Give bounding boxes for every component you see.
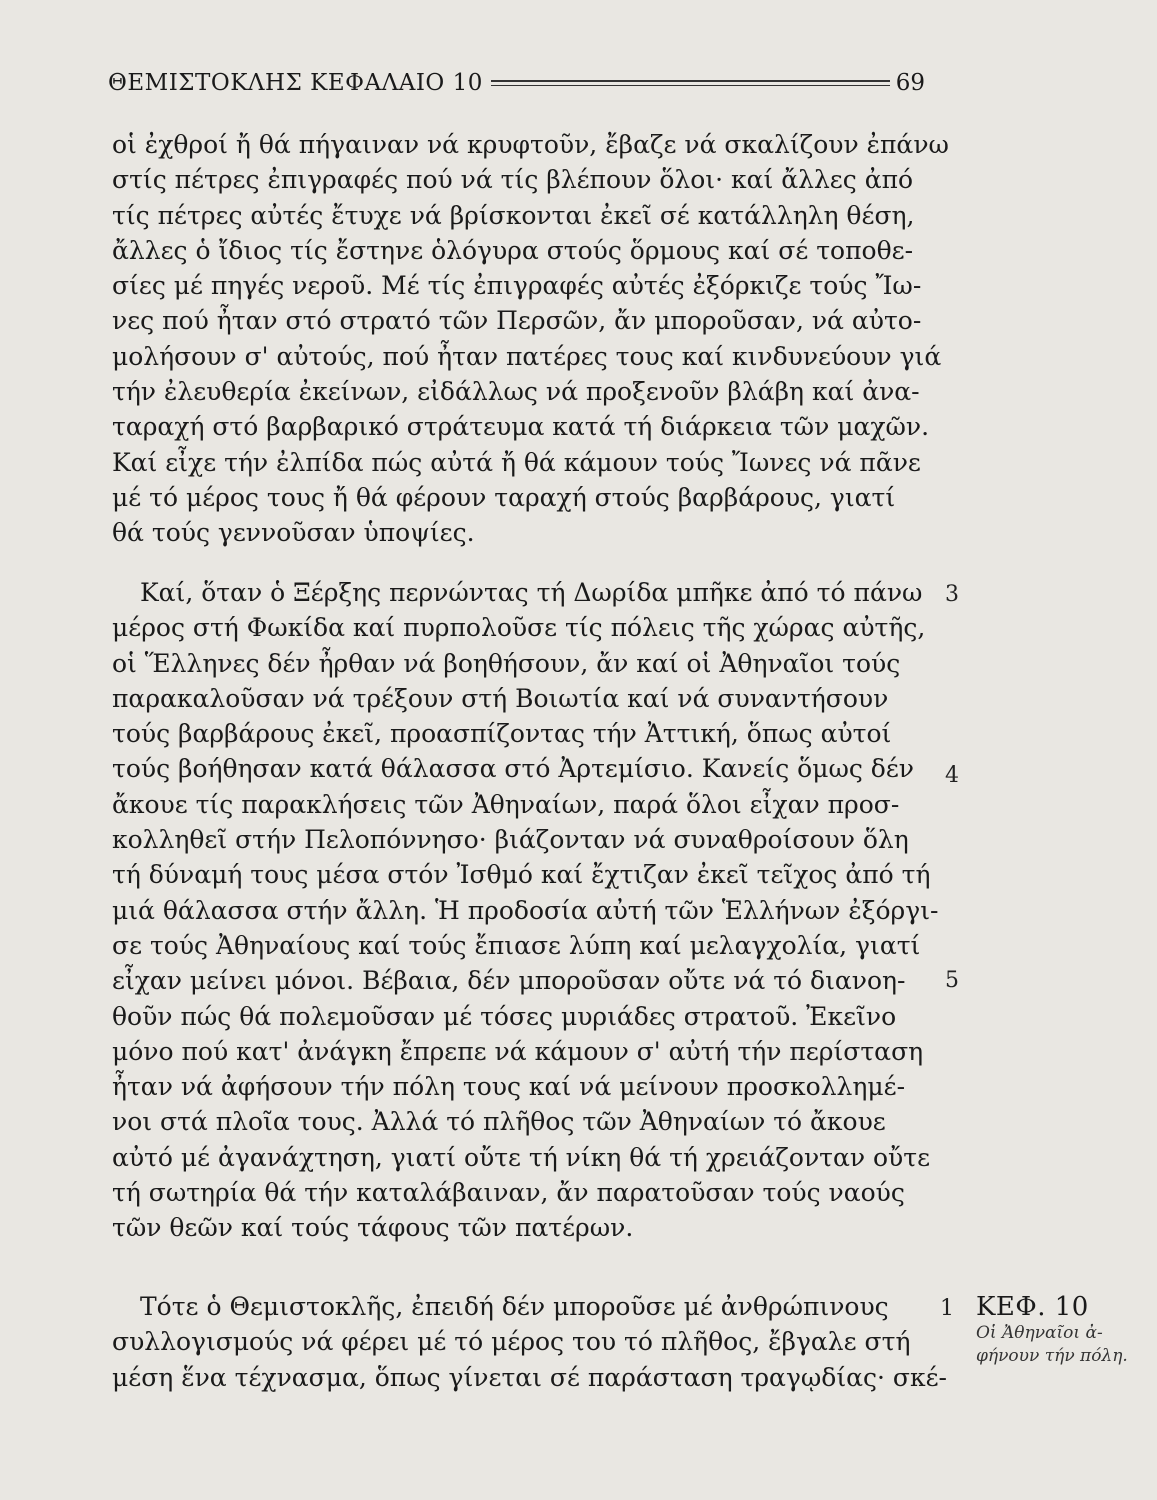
sidenote-line: Οἱ Ἀθηναῖοι ἀ- (976, 1323, 1103, 1343)
text-line: συλλογισμούς νά φέρει μέ τό μέρος του τό πλῆθος, ἔβγαλε στή (112, 1327, 911, 1357)
text-line: θά τούς γεννοῦσαν ὑποψίες. (112, 518, 475, 548)
chapter-sidenote (976, 1292, 1136, 1368)
margin-number: 4 (945, 763, 959, 788)
text-line: Καί, ὅταν ὁ Ξέρξης περνώντας τή Δωρίδα μπῆκε ἀπό τό πάνω (140, 578, 923, 607)
sidenote-line: φήνουν τήν πόλη. (976, 1346, 1128, 1366)
margin-number: 5 (945, 968, 959, 993)
text-line: μιά θάλασσα στήν ἄλλη. Ἡ προδοσία αὐτή τῶν Ἑλλήνων ἐξόργι- (112, 895, 939, 925)
text-line: μολήσουν σ' αὐτούς, πού ἦταν πατέρες τους καί κινδυνεύουν γιά (112, 341, 942, 371)
text-line: ἄκουε τίς παρακλήσεις τῶν Ἀθηναίων, παρά ὅλοι εἶχαν προσ- (112, 789, 900, 819)
text-line: νες πού ἦταν στό στρατό τῶν Περσῶν, ἄν μποροῦσαν, νά αὐτο- (112, 306, 922, 336)
text-line: ταραχή στό βαρβαρικό στράτευμα κατά τή διάρκεια τῶν μαχῶν. (112, 412, 930, 442)
text-line: κολληθεῖ στήν Πελοπόννησο· βιάζονταν νά συναθροίσουν ὅλη (112, 825, 909, 855)
text-line: ἄλλες ὁ ἴδιος τίς ἔστηνε ὁλόγυρα στούς ὅρμους καί σέ τοποθε- (112, 235, 914, 265)
text-line: τή δύναμή τους μέσα στόν Ἰσθμό καί ἔχτιζαν ἐκεῖ τεῖχος ἀπό τή (112, 860, 931, 890)
text-line: τίς πέτρες αὐτές ἔτυχε νά βρίσκονται ἐκεῖ σέ κατάλληλη θέση, (112, 200, 915, 230)
paragraph-3 (112, 1289, 947, 1395)
text-line: Τότε ὁ Θεμιστοκλῆς, ἐπειδή δέν μποροῦσε μέ ἀνθρώπινους (140, 1292, 889, 1321)
paragraph-2 (112, 575, 939, 1246)
page-number: 69 (895, 70, 925, 96)
text-line: νοι στά πλοῖα τους. Ἀλλά τό πλῆθος τῶν Ἀθηναίων τό ἄκουε (112, 1107, 886, 1137)
text-line: ἦταν νά ἀφήσουν τήν πόλη τους καί νά μείνουν προσκολλημέ- (112, 1072, 906, 1102)
text-line: μέ τό μέρος τους ἤ θά φέρουν ταραχή στούς βαρβάρους, γιατί (112, 482, 896, 512)
text-line: μέρος στή Φωκίδα καί πυρπολοῦσε τίς πόλεις τῆς χώρας αὐτῆς, (112, 613, 926, 643)
text-line: οἱ ἐχθροί ἤ θά πήγαιναν νά κρυφτοῦν, ἔβαζε νά σκαλίζουν ἐπάνω (112, 130, 949, 159)
text-line: θοῦν πώς θά πολεμοῦσαν μέ τόσες μυριάδες στρατοῦ. Ἐκεῖνο (112, 1001, 897, 1031)
text-line: τῶν θεῶν καί τούς τάφους τῶν πατέρων. (112, 1213, 634, 1243)
text-line: σε τούς Ἀθηναίους καί τούς ἔπιασε λύπη καί μελαγχολία, γιατί (112, 930, 921, 960)
header-double-rule (491, 80, 890, 86)
text-line: τή σωτηρία θά τήν καταλάβαιναν, ἄν παρατοῦσαν τούς ναούς (112, 1178, 905, 1208)
text-line: μέση ἕνα τέχνασμα, ὅπως γίνεται σέ παράσταση τραγῳδίας· σκέ- (112, 1362, 947, 1392)
text-line: Καί εἶχε τήν ἐλπίδα πώς αὐτά ἤ θά κάμουν τούς Ἴωνες νά πᾶνε (112, 447, 921, 477)
text-line: τήν ἐλευθερία ἐκείνων, εἰδάλλως νά προξενοῦν βλάβη καί ἀνα- (112, 377, 920, 407)
margin-number: 3 (945, 582, 959, 607)
running-header (108, 66, 925, 100)
text-line: παρακαλοῦσαν νά τρέξουν στή Βοιωτία καί νά συναντήσουν (112, 683, 889, 713)
text-line: τούς βοήθησαν κατά θάλασσα στό Ἀρτεμίσιο. Κανείς ὅμως δέν (112, 754, 915, 784)
text-line: οἱ Ἕλληνες δέν ἦρθαν νά βοηθήσουν, ἄν καί οἱ Ἀθηναῖοι τούς (112, 648, 901, 678)
margin-number: 1 (940, 1296, 954, 1321)
text-line: σίες μέ πηγές νεροῦ. Μέ τίς ἐπιγραφές αὐτές ἐξόρκιζε τούς Ἴω- (112, 271, 922, 301)
sidenote-chapter: ΚΕΦ. 10 (976, 1292, 1089, 1322)
text-line: εἶχαν μείνει μόνοι. Βέβαια, δέν μποροῦσαν οὔτε νά τό διανοη- (112, 966, 906, 996)
text-line: τούς βαρβάρους ἐκεῖ, προασπίζοντας τήν Ἀττική, ὅπως αὐτοί (112, 719, 892, 749)
text-line: αὐτό μέ ἀγανάχτηση, γιατί οὔτε τή νίκη θά τή χρειάζονταν οὔτε (112, 1142, 931, 1172)
header-title: ΘΕΜΙΣΤΟΚΛΗΣ ΚΕΦΑΛΑΙΟ 10 (108, 70, 483, 96)
text-line: στίς πέτρες ἐπιγραφές πού νά τίς βλέπουν ὅλοι· καί ἄλλες ἀπό (112, 165, 914, 195)
text-line: μόνο πού κατ' ἀνάγκη ἔπρεπε νά κάμουν σ' αὐτή τήν περίσταση (112, 1036, 924, 1066)
paragraph-1 (112, 127, 949, 551)
